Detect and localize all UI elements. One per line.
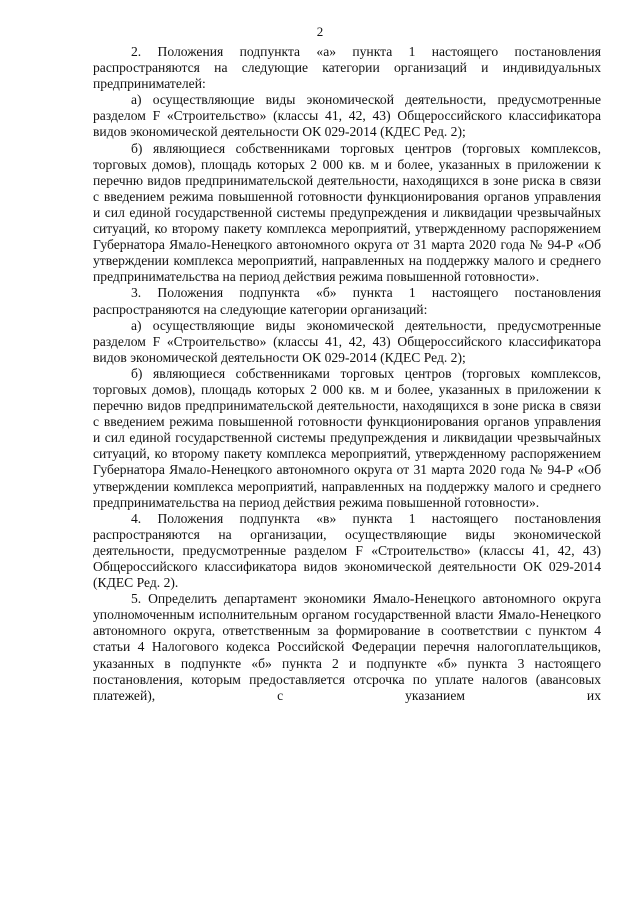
document-body — [93, 44, 601, 704]
paragraph-2-a: а) осуществляющие виды экономической деятельности, предусмотренные разделом F «Строительство» (классы 41, 42, 43) Общероссийского классификатора видов экономической деятельности ОК 029-2014 (КДЕС Ред. 2); — [93, 92, 601, 140]
page-number: 2 — [316, 24, 324, 39]
paragraph-3: 3. Положения подпункта «б» пункта 1 настоящего постановления распространяются на следующие категории организаций: — [93, 285, 601, 317]
paragraph-2: 2. Положения подпункта «а» пункта 1 настоящего постановления распространяются на следующие категории организаций и индивидуальных предпринимателей: — [93, 44, 601, 92]
paragraph-4: 4. Положения подпункта «в» пункта 1 настоящего постановления распространяются на организации, осуществляющие виды экономической деятельности, предусмотренные разделом F «Строительство» (классы 41, 42, 43) Общероссийского классификатора видов экономической деятельности ОК 029-2014 (КДЕС Ред. 2). — [93, 510, 601, 591]
paragraph-3-b: б) являющиеся собственниками торговых центров (торговых комплексов, торговых домов), площадь которых 2 000 кв. м и более, указанных в приложении к перечню видов предпринимательской деятельности, находящихся в зоне риска в связи с введением режима повышенной готовности функционирования органов управления и сил единой государственной системы предупреждения и ликвидации чрезвычайных ситуаций, ко второму пакету комплекса мероприятий, утвержденному распоряжением Губернатора Ямало-Ненецкого автономного округа от 31 марта 2020 года № 94-Р «Об утверждении комплекса мероприятий, направленных на поддержку малого и среднего предпринимательства на период действия режима повышенной готовности». — [93, 365, 601, 510]
paragraph-5: 5. Определить департамент экономики Ямало-Ненецкого автономного округа уполномоченным исполнительным органом государственной власти Ямало-Ненецкого автономного округа, ответственным за формирование в соответствии с пунктом 4 статьи 4 Налогового кодекса Российской Федерации перечня налогоплательщиков, указанных в подпункте «б» пункта 2 и подпункте «б» пункта 3 настоящего постановления, которым предоставляется отсрочка по уплате налогов (авансовых платежей), с указанием их — [93, 591, 601, 703]
paragraph-2-b: б) являющиеся собственниками торговых центров (торговых комплексов, торговых домов), площадь которых 2 000 кв. м и более, указанных в приложении к перечню видов предпринимательской деятельности, находящихся в зоне риска в связи с введением режима повышенной готовности функционирования органов управления и сил единой государственной системы предупреждения и ликвидации чрезвычайных ситуаций, ко второму пакету комплекса мероприятий, утвержденному распоряжением Губернатора Ямало-Ненецкого автономного округа от 31 марта 2020 года № 94-Р «Об утверждении комплекса мероприятий, направленных на поддержку малого и среднего предпринимательства на период действия режима повышенной готовности». — [93, 140, 601, 285]
paragraph-3-a: а) осуществляющие виды экономической деятельности, предусмотренные разделом F «Строительство» (классы 41, 42, 43) Общероссийского классификатора видов экономической деятельности ОК 029-2014 (КДЕС Ред. 2); — [93, 317, 601, 365]
